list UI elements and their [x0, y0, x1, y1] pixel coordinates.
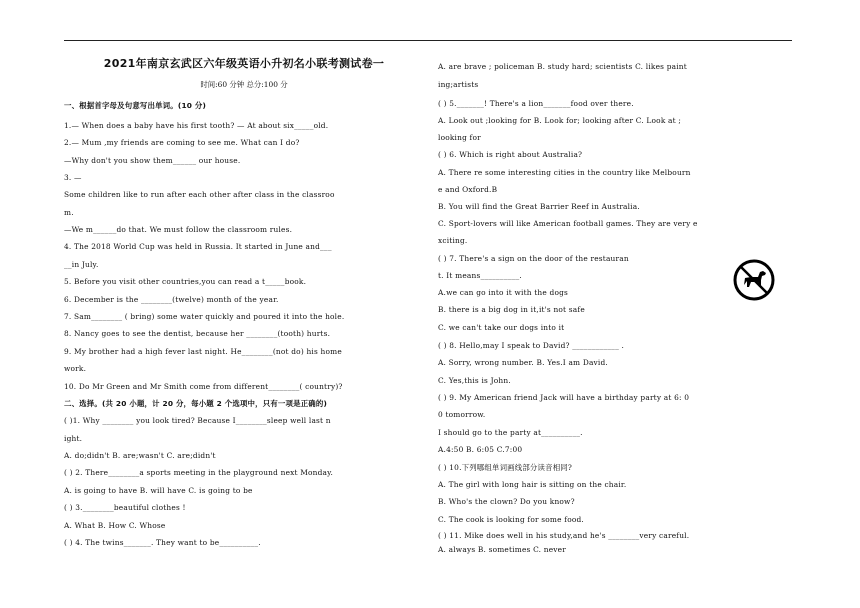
question-line: A.we can go into it with the dogs — [438, 288, 569, 297]
question-line: A. are brave ; policeman B. study hard; scientists C. likes paint — [438, 62, 687, 71]
question-line: A. is going to have B. will have C. is going to be — [64, 486, 253, 495]
question-line: A. There re some interesting cities in the country like Melbourn — [438, 168, 691, 177]
question-line: A. Look out ;looking for B. Look for; looking after C. Look at ; — [438, 116, 682, 125]
question-line: work. — [64, 364, 87, 373]
question-line: 7. Sam________ ( bring) some water quickly and poured it into the hole. — [64, 312, 345, 321]
question-line: ( ) 7. There's a sign on the door of the restauran — [438, 254, 629, 263]
question-line: ( ) 4. The twins_______. They want to be__________. — [64, 538, 261, 547]
question-line: 3. — — [64, 173, 82, 182]
question-line: 10. Do Mr Green and Mr Smith come from different________( country)? — [64, 382, 343, 391]
question-line: ( ) 6. Which is right about Australia? — [438, 150, 583, 159]
question-line: m. — [64, 208, 74, 217]
question-line: ( ) 9. My American friend Jack will have a birthday party at 6: 0 — [438, 393, 690, 402]
question-line: e and Oxford.B — [438, 185, 498, 194]
question-line: ( ) 5._______! There's a lion_______food over there. — [438, 99, 634, 108]
section-heading: 一、根据首字母及句意写出单词。(10 分) — [64, 101, 207, 110]
question-line: ( ) 11. Mike does well in his study,and he's ________very careful. — [438, 531, 690, 540]
question-line: Some children like to run after each other after class in the classroo — [64, 190, 335, 199]
no-dogs-sign-icon — [733, 259, 775, 301]
question-line: xciting. — [438, 236, 468, 245]
question-line: B. there is a big dog in it,it's not safe — [438, 305, 585, 314]
question-line: 9. My brother had a high fever last night. He________(not do) his home — [64, 347, 342, 356]
question-line: ( )1. Why ________ you look tired? Because I________sleep well last n — [64, 416, 331, 425]
question-line: ( ) 10.下列哪组单词画线部分读音相同? — [438, 463, 573, 472]
question-line: 2.— Mum ,my friends are coming to see me. What can I do? — [64, 138, 300, 147]
question-line: C. The cook is looking for some food. — [438, 515, 584, 524]
question-line: —We m______do that. We must follow the classroom rules. — [64, 225, 293, 234]
question-line: 6. December is the ________(twelve) month of the year. — [64, 295, 279, 304]
question-line: A. do;didn't B. are;wasn't C. are;didn't — [64, 451, 216, 460]
question-line: 4. The 2018 World Cup was held in Russia. It started in June and___ — [64, 242, 332, 251]
exam-title: 2021年南京玄武区六年级英语小升初名小联考测试卷一 — [103, 57, 385, 70]
question-line: —Why don't you show them______ our house. — [64, 156, 241, 165]
top-rule — [64, 40, 792, 41]
exam-subtitle: 时间:60 分钟 总分:100 分 — [200, 80, 288, 89]
question-line: C. Yes,this is John. — [438, 376, 511, 385]
question-line: B. You will find the Great Barrier Reef in Australia. — [438, 202, 640, 211]
question-line: A. The girl with long hair is sitting on the chair. — [438, 480, 627, 489]
question-line: I should go to the party at__________. — [438, 428, 583, 437]
question-line: C. we can't take our dogs into it — [438, 323, 565, 332]
question-line: 5. Before you visit other countries,you can read a t_____book. — [64, 277, 307, 286]
question-line: A. Sorry, wrong number. B. Yes.I am David. — [438, 358, 608, 367]
question-line: B. Who's the clown? Do you know? — [438, 497, 575, 506]
question-line: C. Sport-lovers will like American football games. They are very e — [438, 219, 698, 228]
section-heading: 二、选择。(共 20 小题，计 20 分，每小题 2 个选项中，只有一项是正确的) — [64, 399, 328, 408]
question-line: A. What B. How C. Whose — [64, 521, 166, 530]
question-line: 1.— When does a baby have his first tooth? — At about six_____old. — [64, 121, 329, 130]
question-line: 0 tomorrow. — [438, 410, 486, 419]
question-line: 8. Nancy goes to see the dentist, because her ________(tooth) hurts. — [64, 329, 331, 338]
question-line: t. It means__________. — [438, 271, 522, 280]
question-line: __in July. — [64, 260, 99, 269]
question-line: ight. — [64, 434, 83, 443]
question-line: ing;artists — [438, 80, 479, 89]
question-line: ( ) 2. There________a sports meeting in the playground next Monday. — [64, 468, 334, 477]
question-line: ( ) 3.________beautiful clothes ! — [64, 503, 186, 512]
question-line: ( ) 8. Hello,may I speak to David? ____________ . — [438, 341, 625, 350]
question-line: A.4:50 B. 6:05 C.7:00 — [438, 445, 523, 454]
question-line: looking for — [438, 133, 481, 142]
question-line: A. always B. sometimes C. never — [438, 545, 566, 554]
